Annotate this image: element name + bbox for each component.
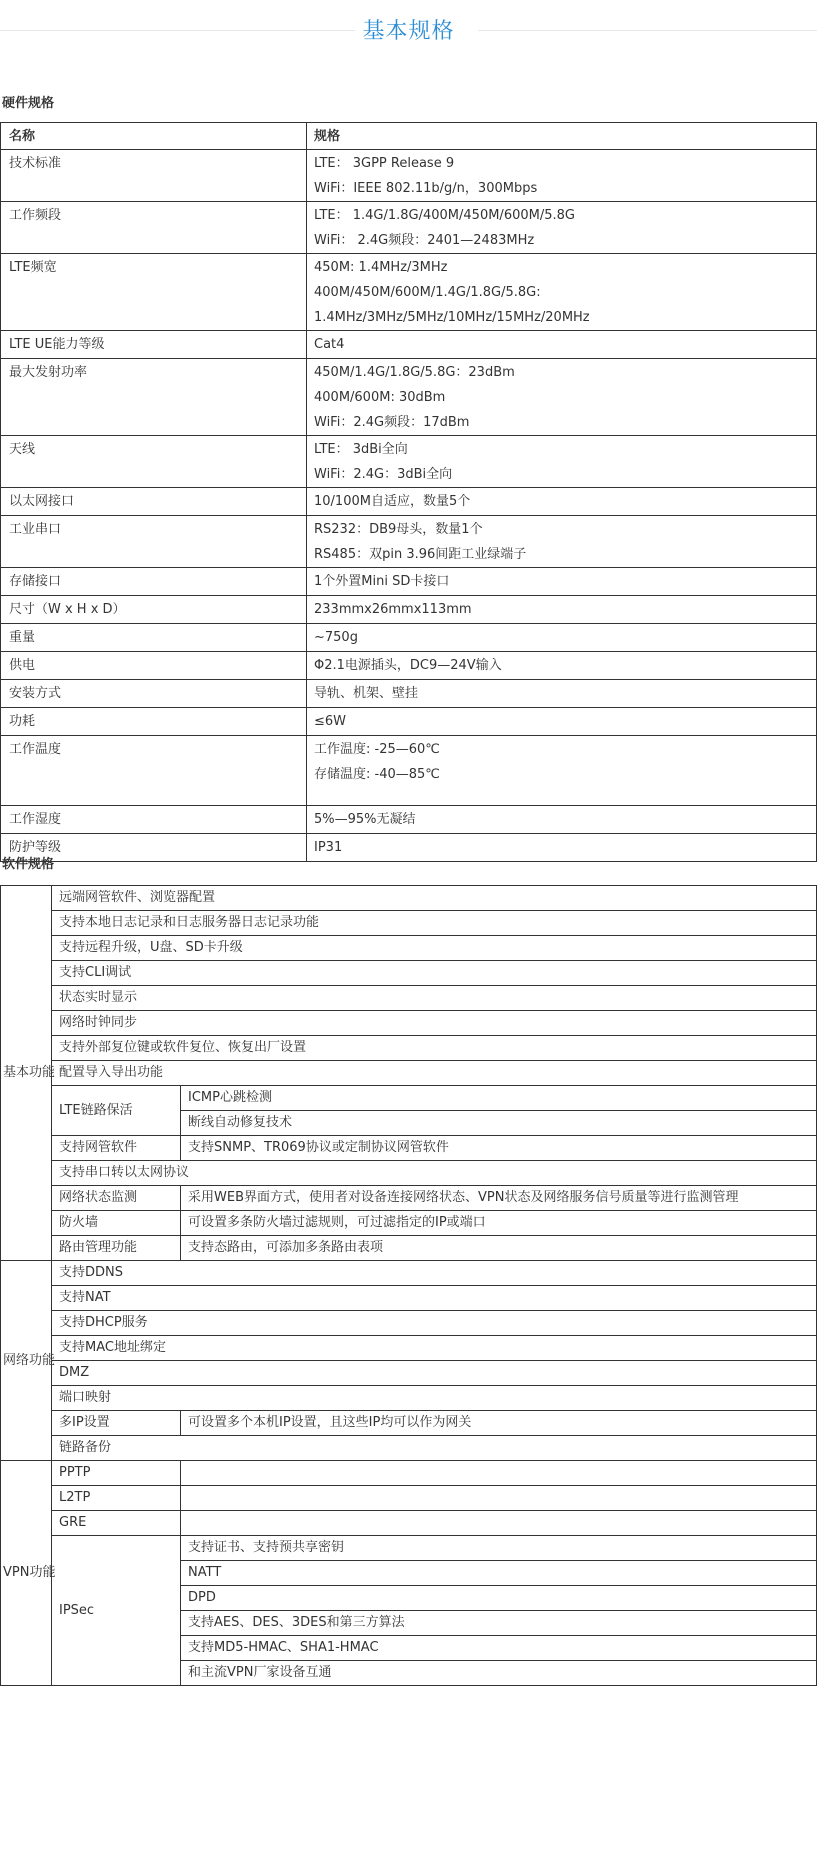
header-label: 规格 [314,129,341,144]
hardware-name: 供电 [9,658,36,673]
serial-to-ethernet-item: 支持串口转以太网协议 [52,1161,817,1186]
hardware-name-cell [1,708,307,736]
software-row [1,1186,817,1211]
hardware-name: 功耗 [9,714,36,729]
category-basic-functions: 基本功能 [1,886,52,1261]
software-row [1,1511,817,1536]
hardware-row [1,254,817,331]
hardware-header-cell [307,123,817,150]
routing-label: 路由管理功能 [52,1236,181,1261]
software-section-title: 软件规格 [2,857,55,872]
hardware-name-cell [1,488,307,516]
hardware-spec-cell [307,331,817,359]
software-row [1,1536,817,1561]
ipsec-value: 支持MD5-HMAC、SHA1-HMAC [181,1636,817,1661]
software-row [1,1161,817,1186]
software-spec-table [0,885,817,1686]
software-row [1,1261,817,1286]
hardware-spec-line: 233mmx26mmx113mm [314,602,472,617]
hardware-spec-cell [307,568,817,596]
hardware-spec-line: 1个外置Mini SD卡接口 [314,574,450,589]
hardware-spec-cell [307,736,817,806]
hardware-name-cell [1,202,307,254]
software-row [1,1061,817,1086]
hardware-spec-line: 400M/600M: 30dBm [314,390,446,405]
hardware-name-cell [1,736,307,806]
multi-ip-value: 可设置多个本机IP设置，且这些IP均可以作为网关 [181,1411,817,1436]
hardware-row [1,516,817,568]
software-row [1,1436,817,1461]
hardware-name: 工作频段 [9,208,62,223]
vpn-protocol: L2TP [52,1486,181,1511]
hardware-spec-cell [307,596,817,624]
hardware-spec-line: 400M/450M/600M/1.4G/1.8G/5.8G: [314,285,541,300]
software-row [1,1286,817,1311]
lte-link-keepalive-value: ICMP心跳检测 [181,1086,817,1111]
basic-function-item: 网络时钟同步 [52,1011,817,1036]
software-row [1,1311,817,1336]
software-row [1,986,817,1011]
lte-link-keepalive-value: 断线自动修复技术 [181,1111,817,1136]
hardware-row [1,806,817,834]
category-vpn-functions: VPN功能 [1,1461,52,1686]
basic-function-item: 状态实时显示 [52,986,817,1011]
hardware-name: 重量 [9,630,36,645]
vpn-protocol: PPTP [52,1461,181,1486]
hardware-name-cell [1,150,307,202]
hardware-row [1,202,817,254]
basic-function-item: 支持CLI调试 [52,961,817,986]
hardware-name: 以太网接口 [9,494,75,509]
hardware-name-cell [1,624,307,652]
hardware-row [1,652,817,680]
software-row [1,1236,817,1261]
software-row [1,1336,817,1361]
software-row [1,1011,817,1036]
software-row [1,936,817,961]
network-function-item: 支持DHCP服务 [52,1311,817,1336]
hardware-spec-line: WiFi：IEEE 802.11b/g/n，300Mbps [314,181,538,196]
hardware-spec-line: LTE： 3dBi全向 [314,442,408,457]
hardware-name: 工业串口 [9,522,62,537]
ipsec-value: DPD [181,1586,817,1611]
ipsec-value: NATT [181,1561,817,1586]
hardware-spec-line: ~750g [314,630,358,645]
hardware-spec-cell [307,488,817,516]
hardware-row [1,488,817,516]
hardware-spec-line: 450M: 1.4MHz/3MHz [314,260,448,275]
hardware-spec-cell [307,708,817,736]
routing-value: 支持态路由，可添加多条路由表项 [181,1236,817,1261]
hardware-spec-cell [307,436,817,488]
ipsec-label: IPSec [52,1536,181,1686]
software-row [1,1211,817,1236]
hardware-name: 工作温度 [9,742,62,757]
software-row [1,1386,817,1411]
hardware-row [1,331,817,359]
network-function-item: 支持MAC地址绑定 [52,1336,817,1361]
software-row [1,886,817,911]
vpn-protocol-empty [181,1461,817,1486]
ipsec-value: 支持AES、DES、3DES和第三方算法 [181,1611,817,1636]
hardware-spec-line: Φ2.1电源插头，DC9—24V输入 [314,658,502,673]
hardware-spec-line: 存储温度: -40—85℃ [314,767,440,782]
hardware-spec-line: 10/100M自适应，数量5个 [314,494,471,509]
software-row [1,1361,817,1386]
hardware-spec-cell [307,150,817,202]
basic-function-item: 支持远程升级，U盘、SD卡升级 [52,936,817,961]
hardware-spec-line: 导轨、机架、壁挂 [314,686,419,701]
hardware-name: 天线 [9,442,36,457]
page-title: 基本规格 [362,19,455,44]
hardware-name-cell [1,680,307,708]
hardware-header-row [1,123,817,150]
nms-value: 支持SNMP、TR069协议或定制协议网管软件 [181,1136,817,1161]
hardware-spec-line: IP31 [314,840,343,855]
hardware-name: 防护等级 [9,840,62,855]
link-backup-item: 链路备份 [52,1436,817,1461]
hardware-name: 工作湿度 [9,812,62,827]
software-row [1,911,817,936]
hardware-row [1,736,817,806]
software-row [1,1411,817,1436]
hardware-name: 最大发射功率 [9,365,88,380]
ipsec-value: 和主流VPN厂家设备互通 [181,1661,817,1686]
hardware-spec-line: LTE： 3GPP Release 9 [314,156,455,171]
lte-link-keepalive-label: LTE链路保活 [52,1086,181,1136]
hardware-spec-line: Cat4 [314,337,345,352]
hardware-spec-cell [307,624,817,652]
ipsec-value: 支持证书、支持预共享密钥 [181,1536,817,1561]
hardware-name: 技术标准 [9,156,62,171]
hardware-name-cell [1,568,307,596]
software-row [1,1486,817,1511]
hardware-spec-cell [307,652,817,680]
basic-function-item: 支持本地日志记录和日志服务器日志记录功能 [52,911,817,936]
hardware-name: LTE频宽 [9,260,57,275]
hardware-spec-line: LTE： 1.4G/1.8G/400M/450M/600M/5.8G [314,208,575,223]
hardware-spec-line: WiFi：2.4G频段：17dBm [314,415,470,430]
hardware-header-cell [1,123,307,150]
basic-function-item: 远端网管软件、浏览器配置 [52,886,817,911]
hardware-name: 尺寸（W x H x D） [9,602,126,617]
hardware-row [1,359,817,436]
hardware-row [1,680,817,708]
network-function-item: 支持NAT [52,1286,817,1311]
basic-function-item: 支持外部复位键或软件复位、恢复出厂设置 [52,1036,817,1061]
hardware-row [1,150,817,202]
firewall-label: 防火墙 [52,1211,181,1236]
hardware-name-cell [1,516,307,568]
multi-ip-label: 多IP设置 [52,1411,181,1436]
hardware-spec-cell [307,834,817,862]
hardware-spec-cell [307,254,817,331]
software-row [1,961,817,986]
vpn-protocol-empty [181,1511,817,1536]
network-monitor-value: 采用WEB界面方式，使用者对设备连接网络状态、VPN状态及网络服务信号质量等进行监测管理 [181,1186,817,1211]
software-row [1,1136,817,1161]
hardware-name: 安装方式 [9,686,62,701]
title-divider-right [478,30,817,31]
hardware-spec-line: 工作温度: -25—60℃ [314,742,440,757]
basic-function-item: 配置导入导出功能 [52,1061,817,1086]
hardware-spec-line: 450M/1.4G/1.8G/5.8G：23dBm [314,365,515,380]
software-row [1,1461,817,1486]
hardware-section-title: 硬件规格 [2,96,55,111]
hardware-spec-cell [307,202,817,254]
software-row [1,1086,817,1111]
firewall-value: 可设置多条防火墙过滤规则，可过滤指定的IP或端口 [181,1211,817,1236]
hardware-spec-line: RS232：DB9母头，数量1个 [314,522,483,537]
vpn-protocol: GRE [52,1511,181,1536]
hardware-spec-cell [307,359,817,436]
hardware-row [1,708,817,736]
hardware-name-cell [1,254,307,331]
hardware-spec-cell [307,516,817,568]
hardware-row [1,596,817,624]
nms-label: 支持网管软件 [52,1136,181,1161]
hardware-spec-cell [307,680,817,708]
hardware-row [1,568,817,596]
hardware-spec-table [0,122,817,862]
hardware-name: LTE UE能力等级 [9,337,105,352]
hardware-name-cell [1,596,307,624]
network-function-item: 端口映射 [52,1386,817,1411]
network-function-item: DMZ [52,1361,817,1386]
title-divider-left [0,30,355,31]
header-label: 名称 [9,129,36,144]
network-function-item: 支持DDNS [52,1261,817,1286]
hardware-name-cell [1,806,307,834]
vpn-protocol-empty [181,1486,817,1511]
hardware-spec-cell [307,806,817,834]
hardware-row [1,624,817,652]
hardware-spec-line: WiFi： 2.4G频段：2401—2483MHz [314,233,535,248]
hardware-name-cell [1,331,307,359]
network-monitor-label: 网络状态监测 [52,1186,181,1211]
hardware-name-cell [1,652,307,680]
hardware-row [1,834,817,862]
hardware-name-cell [1,436,307,488]
hardware-name-cell [1,359,307,436]
hardware-spec-line: 1.4MHz/3MHz/5MHz/10MHz/15MHz/20MHz [314,310,590,325]
hardware-spec-line: ≤6W [314,714,347,729]
hardware-name: 存储接口 [9,574,62,589]
hardware-spec-line: RS485：双pin 3.96间距工业绿端子 [314,547,527,562]
software-row [1,1036,817,1061]
hardware-row [1,436,817,488]
category-network-functions: 网络功能 [1,1261,52,1461]
hardware-spec-line: 5%—95%无凝结 [314,812,416,827]
hardware-spec-line: WiFi：2.4G：3dBi全向 [314,467,453,482]
